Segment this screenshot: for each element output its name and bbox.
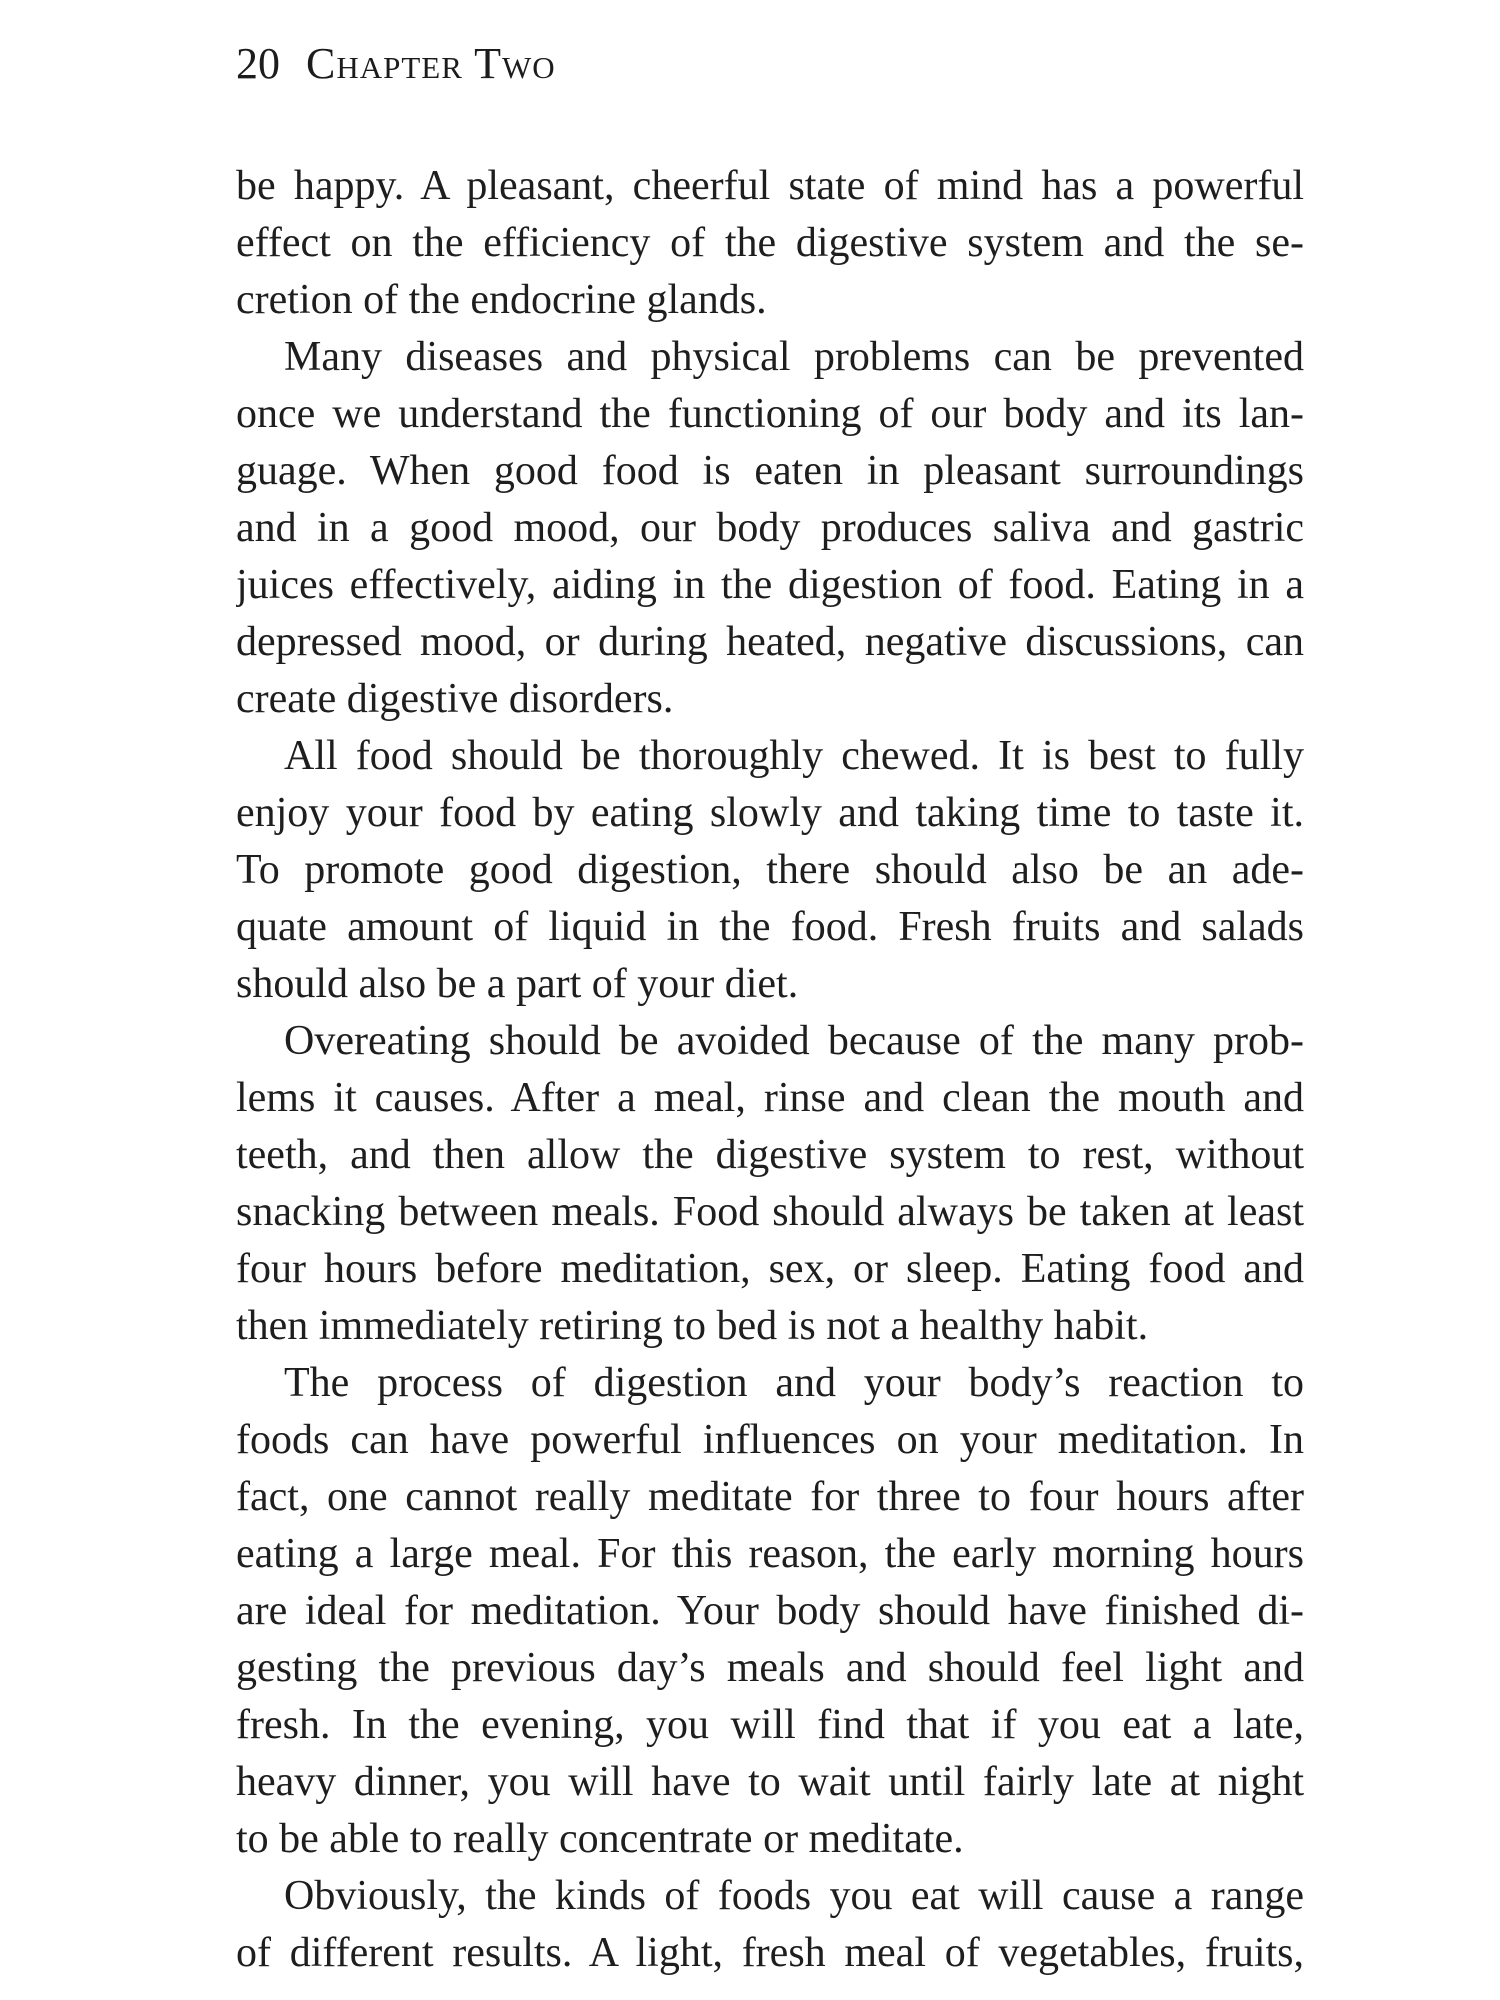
text-line: To promote good digestion, there should also be an ade- — [236, 847, 1304, 893]
text-line: fact, one cannot really meditate for three to four hours after — [236, 1474, 1304, 1520]
chapter-title: Chapter Two — [306, 39, 556, 88]
text-line: quate amount of liquid in the food. Fresh fruits and salads — [236, 904, 1304, 950]
text-line: heavy dinner, you will have to wait until fairly late at night — [236, 1759, 1304, 1805]
text-line: All food should be thoroughly chewed. It is best to fully — [284, 733, 1304, 779]
text-line: and in a good mood, our body produces saliva and gastric — [236, 505, 1304, 551]
page-number: 20 — [236, 39, 280, 88]
text-line: effect on the efficiency of the digestive system and the se- — [236, 220, 1304, 266]
text-line: should also be a part of your diet. — [236, 961, 799, 1007]
text-line: lems it causes. After a meal, rinse and clean the mouth and — [236, 1075, 1304, 1121]
text-line: foods can have powerful influences on your meditation. In — [236, 1417, 1304, 1463]
paragraph-1 — [236, 158, 1304, 329]
paragraph-6 — [236, 1868, 1304, 1982]
text-line: four hours before meditation, sex, or sleep. Eating food and — [236, 1246, 1304, 1292]
text-line: Obviously, the kinds of foods you eat will cause a range — [284, 1873, 1304, 1919]
text-line: Overeating should be avoided because of the many prob- — [284, 1018, 1304, 1064]
paragraph-4 — [236, 1013, 1304, 1355]
text-line: snacking between meals. Food should always be taken at least — [236, 1189, 1304, 1235]
text-line: fresh. In the evening, you will find that if you eat a late, — [236, 1702, 1304, 1748]
text-line: enjoy your food by eating slowly and taking time to taste it. — [236, 790, 1304, 836]
text-line: of different results. A light, fresh meal of vegetables, fruits, — [236, 1930, 1304, 1976]
text-line: The process of digestion and your body’s reaction to — [284, 1360, 1304, 1406]
paragraph-2 — [236, 329, 1304, 728]
text-line: eating a large meal. For this reason, the early morning hours — [236, 1531, 1304, 1577]
text-line: teeth, and then allow the digestive system to rest, without — [236, 1132, 1304, 1178]
text-line: gesting the previous day’s meals and should feel light and — [236, 1645, 1304, 1691]
paragraph-3 — [236, 728, 1304, 1013]
text-line: then immediately retiring to bed is not a healthy habit. — [236, 1303, 1149, 1349]
body-text — [236, 158, 1304, 1982]
running-head — [236, 34, 556, 94]
paragraph-5 — [236, 1355, 1304, 1868]
text-line: to be able to really concentrate or meditate. — [236, 1816, 964, 1862]
text-line: be happy. A pleasant, cheerful state of mind has a powerful — [236, 163, 1304, 209]
text-line: create digestive disorders. — [236, 676, 674, 722]
text-line: depressed mood, or during heated, negative discussions, can — [236, 619, 1304, 665]
text-line: cretion of the endocrine glands. — [236, 277, 767, 323]
text-line: juices effectively, aiding in the digestion of food. Eating in a — [236, 562, 1304, 608]
text-line: are ideal for meditation. Your body should have finished di- — [236, 1588, 1304, 1634]
text-line: Many diseases and physical problems can be prevented — [284, 334, 1304, 380]
text-line: guage. When good food is eaten in pleasant surroundings — [236, 448, 1304, 494]
text-line: once we understand the functioning of our body and its lan- — [236, 391, 1304, 437]
